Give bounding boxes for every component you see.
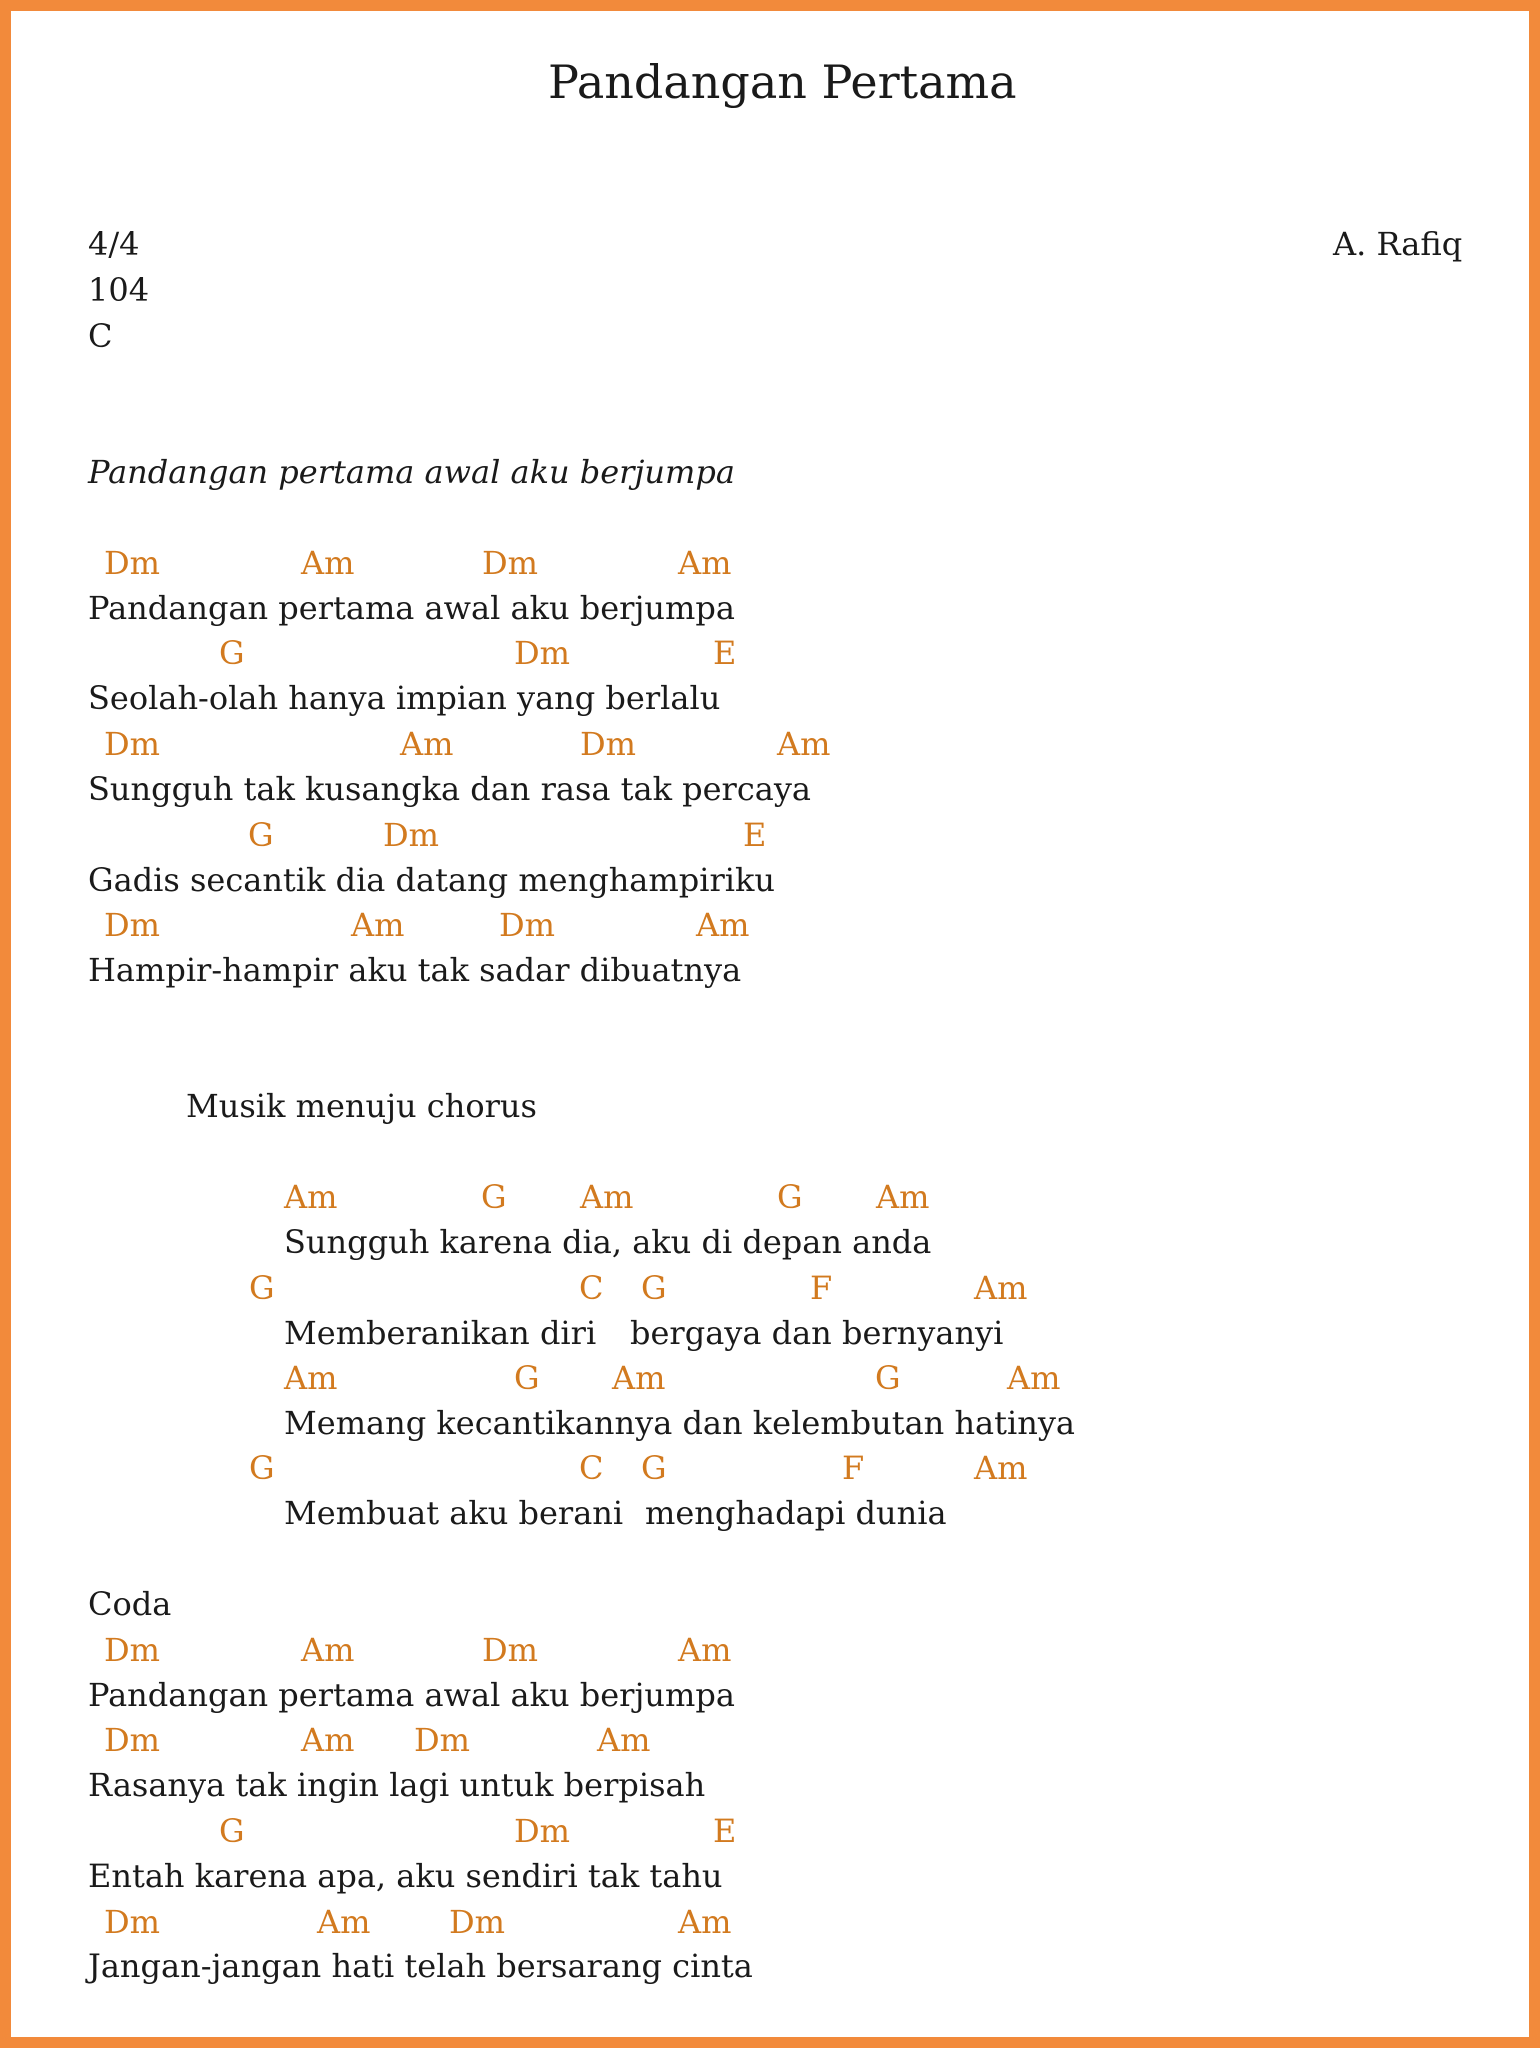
coda-heading: Coda — [88, 1585, 172, 1623]
lyric-line: Rasanya tak ingin lagi untuk berpisah — [88, 1766, 706, 1804]
lyric-line: Pandangan pertama awal aku berjumpa — [88, 589, 735, 627]
chord: Dm — [104, 1903, 160, 1941]
verse-intro-line: Pandangan pertama awal aku berjumpa — [88, 453, 735, 491]
chord: Am — [876, 1178, 930, 1216]
chord: C — [579, 1449, 604, 1487]
chord: Am — [597, 1721, 651, 1759]
chord: Dm — [383, 816, 439, 854]
chord: G — [641, 1449, 667, 1487]
song-title: Pandangan Pertama — [548, 55, 1017, 109]
chord: Dm — [482, 1631, 538, 1669]
chord: E — [743, 816, 767, 854]
chord: E — [713, 1812, 737, 1850]
chord: Dm — [104, 906, 160, 944]
key: C — [88, 317, 113, 355]
chord: Am — [400, 725, 454, 763]
lyric-line: Memang kecantikannya dan kelembutan hatinya — [284, 1404, 1075, 1442]
chord: Am — [678, 1631, 732, 1669]
chord: Am — [1007, 1359, 1061, 1397]
chord: Am — [580, 1178, 634, 1216]
tempo: 104 — [88, 271, 150, 309]
chord: G — [249, 1269, 275, 1307]
chorus-heading: Musik menuju chorus — [186, 1087, 537, 1125]
chord: Dm — [514, 634, 570, 672]
chord: Dm — [449, 1903, 505, 1941]
chord: G — [514, 1359, 540, 1397]
chord: Am — [284, 1359, 338, 1397]
chord: G — [777, 1178, 803, 1216]
lyric-line-part: Memberanikan diri — [284, 1314, 597, 1352]
chord: G — [481, 1178, 507, 1216]
lyric-line: Sungguh karena dia, aku di depan anda — [284, 1223, 932, 1261]
chord: Am — [696, 906, 750, 944]
chord: Dm — [482, 544, 538, 582]
chord: G — [875, 1359, 901, 1397]
chord: Dm — [104, 725, 160, 763]
lyric-line: Entah karena apa, aku sendiri tak tahu — [88, 1857, 723, 1895]
chord: Am — [317, 1903, 371, 1941]
chord: G — [219, 634, 245, 672]
chord: Am — [678, 1903, 732, 1941]
chord: Dm — [499, 906, 555, 944]
chord: C — [579, 1269, 604, 1307]
chord: Am — [301, 1631, 355, 1669]
chord: E — [713, 634, 737, 672]
chord: Dm — [414, 1721, 470, 1759]
lyric-line: Sungguh tak kusangka dan rasa tak percaya — [88, 770, 811, 808]
lyric-line-part: bergaya dan bernyanyi — [630, 1314, 1004, 1352]
lyric-line-part: menghadapi dunia — [645, 1494, 947, 1532]
lyric-line: Pandangan pertama awal aku berjumpa — [88, 1676, 735, 1714]
lyric-line: Hampir-hampir aku tak sadar dibuatnya — [88, 951, 742, 989]
lyric-line: Jangan-jangan hati telah bersarang cinta — [88, 1947, 753, 1985]
chord: Dm — [104, 1721, 160, 1759]
chord: G — [641, 1269, 667, 1307]
chord: Dm — [580, 725, 636, 763]
chord: Am — [974, 1449, 1028, 1487]
lyric-line-part: Membuat aku berani — [284, 1494, 624, 1532]
lyric-line: Seolah-olah hanya impian yang berlalu — [88, 679, 721, 717]
composer: A. Rafiq — [1333, 225, 1463, 263]
chord: F — [810, 1269, 833, 1307]
chord: Am — [301, 1721, 355, 1759]
chord: Am — [301, 544, 355, 582]
chord: G — [219, 1812, 245, 1850]
chord: Dm — [514, 1812, 570, 1850]
chord: Am — [612, 1359, 666, 1397]
chord: Am — [678, 544, 732, 582]
time-signature: 4/4 — [88, 225, 140, 263]
chord: F — [842, 1449, 865, 1487]
chord: Am — [777, 725, 831, 763]
chord: Dm — [104, 1631, 160, 1669]
chord: G — [248, 816, 274, 854]
lyric-line: Gadis secantik dia datang menghampiriku — [88, 861, 775, 899]
chord: Am — [974, 1269, 1028, 1307]
chord: Dm — [104, 544, 160, 582]
chord: Am — [351, 906, 405, 944]
chord: G — [249, 1449, 275, 1487]
chord: Am — [284, 1178, 338, 1216]
